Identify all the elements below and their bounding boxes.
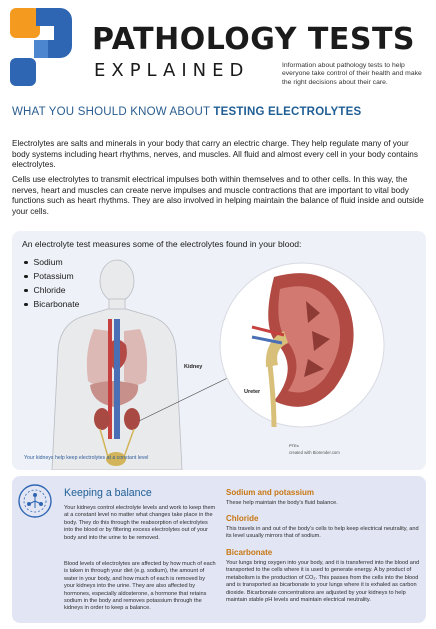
bullet-icon bbox=[24, 275, 28, 279]
credit-brand: PTEx bbox=[289, 443, 299, 448]
section-heading-prefix: WHAT YOU SHOULD KNOW ABOUT bbox=[12, 106, 214, 118]
list-item bbox=[24, 283, 79, 297]
brand-logo bbox=[10, 6, 72, 88]
brand-tagline: Information about pathology tests to help everyone take control of their health and make the right decisions about their care. bbox=[282, 62, 422, 86]
bullet-icon bbox=[24, 303, 28, 307]
bicarbonate-heading: Bicarbonate bbox=[226, 548, 273, 557]
header bbox=[0, 0, 436, 96]
bullet-icon bbox=[24, 261, 28, 265]
list-item bbox=[24, 255, 79, 269]
electrolyte-panel bbox=[12, 231, 426, 470]
circuit-brain-icon bbox=[16, 482, 54, 520]
credit-text: created with Biorender.com bbox=[289, 450, 340, 455]
balance-paragraph-2: Blood levels of electrolytes are affected by how much of each is taken in through your diet (e.g. sodium), the amount of water in your body, and how much of each is removed by your kidneys into the urine. They are also affected by hormones, especially aldosterone, a hormone that retains sodium in the body and removes potassium through the kidneys in order to keep a balance. bbox=[64, 561, 216, 612]
chloride-text: This travels in and out of the body’s cells to help keep electrical neutrality, and its level usually mirrors that of sodium. bbox=[226, 526, 419, 540]
intro-paragraph-2: Cells use electrolytes to transmit electrical impulses both within themselves and to other cells. In this way, the nerves, heart and muscles can create nerve impulses and muscle contractions that are important to vital body functions such as heart rhythms. They are also involved in helping maintain the balance of fluid inside and outside your cells. bbox=[12, 175, 424, 216]
chloride-heading: Chloride bbox=[226, 514, 259, 523]
brand-title: PATHOLOGY TESTS bbox=[92, 22, 416, 57]
kidney-detail bbox=[220, 263, 384, 427]
figure-caption: Your kidneys help keep electrolytes at a constant level bbox=[24, 455, 149, 461]
kidney-label: Kidney bbox=[184, 364, 203, 370]
list-item-label: Potassium bbox=[33, 271, 74, 281]
list-item bbox=[24, 297, 79, 311]
balance-title: Keeping a balance bbox=[64, 487, 152, 499]
list-item-label: Chloride bbox=[33, 285, 66, 295]
bicarbonate-text: Your lungs bring oxygen into your body, and it is transferred into the blood and transported to the cells where it is used to generate energy. A by product of metabolism is the production of CO₂. This passes from the cells into the blood and is transported as bicarbonate to your lungs where it is exhaled as carbon dioxide. Bicarbonate concentrations are adjusted by your kidneys to help maintain stable pH levels and maintain electrical neutrality. bbox=[226, 560, 420, 604]
list-item-label: Bicarbonate bbox=[33, 299, 80, 309]
sodium-potassium-text: These help maintain the body’s fluid balance. bbox=[226, 500, 338, 506]
intro-paragraph-1: Electrolytes are salts and minerals in your body that carry an electric charge. They help regulate many of your body systems including heart rhythms, nerves, and muscles. All fluid and almost every cell in your body contains electrolytes. bbox=[12, 139, 418, 170]
list-item bbox=[24, 269, 79, 283]
balance-panel bbox=[12, 476, 426, 623]
list-item-label: Sodium bbox=[33, 257, 63, 267]
section-heading-emphasis: TESTING ELECTROLYTES bbox=[213, 106, 362, 118]
panel-title: An electrolyte test measures some of the electrolytes found in your blood: bbox=[22, 239, 302, 249]
electrolyte-list bbox=[24, 255, 79, 311]
sodium-potassium-heading: Sodium and potassium bbox=[226, 488, 315, 497]
bullet-icon bbox=[24, 289, 28, 293]
ureter-label: Ureter bbox=[244, 389, 261, 395]
balance-paragraph-1: Your kidneys control electrolyte levels and work to keep them at a constant level no matter what changes take place in the body. They do this through the reabsorption of electrolytes into the blood or by filtering excess electrolytes out of your body and into the urine to be removed. bbox=[64, 505, 216, 541]
brand-subtitle: EXPLAINED bbox=[94, 60, 250, 81]
section-heading bbox=[12, 106, 361, 118]
